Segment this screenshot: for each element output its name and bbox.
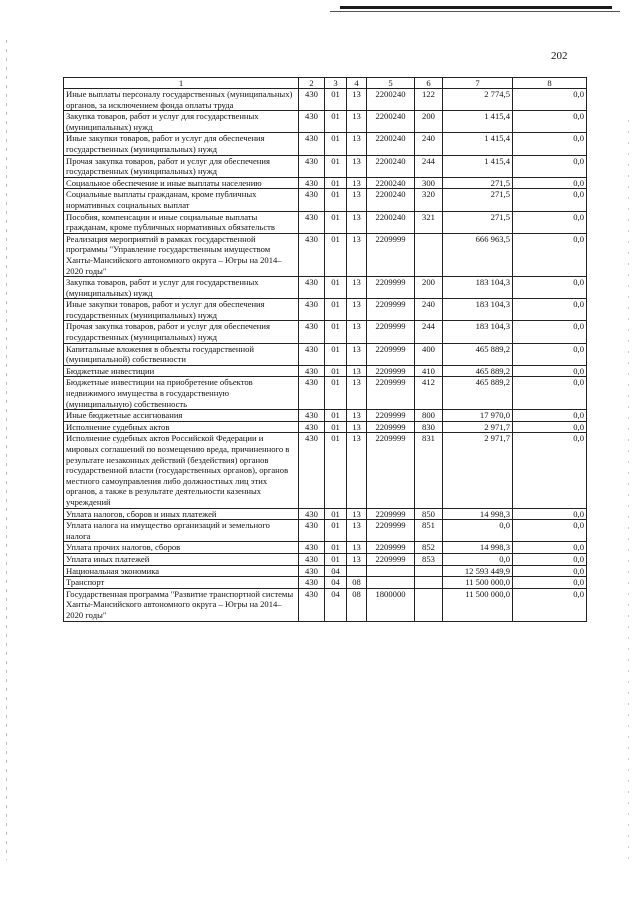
cell-expense-type: 244: [415, 321, 443, 343]
column-header: 5: [367, 78, 415, 89]
cell-target: 2209999: [367, 410, 415, 422]
table-header-row: [64, 78, 587, 89]
page-number: 202: [551, 50, 568, 62]
cell-section: 01: [325, 343, 347, 365]
cell-section: 01: [325, 89, 347, 111]
cell-sum: 14 998,3: [443, 508, 513, 520]
table-row: [64, 565, 587, 577]
cell-ministry: 430: [299, 588, 325, 621]
cell-ministry: 430: [299, 189, 325, 211]
scan-edge-right: [628, 120, 629, 860]
cell-sum-2: 0,0: [513, 111, 587, 133]
cell-section: 01: [325, 542, 347, 554]
cell-ministry: 430: [299, 321, 325, 343]
table-row: [64, 410, 587, 422]
cell-subsection: 13: [347, 177, 367, 189]
cell-sum-2: 0,0: [513, 299, 587, 321]
cell-sum: 183 104,3: [443, 321, 513, 343]
table-row: [64, 111, 587, 133]
cell-subsection: 13: [347, 421, 367, 433]
cell-expense-type: 320: [415, 189, 443, 211]
cell-name: Бюджетные инвестиции на приобретение объектов недвижимого имущества в государственную (муниципальную) собственность: [64, 377, 299, 410]
cell-expense-type: 830: [415, 421, 443, 433]
cell-ministry: 430: [299, 111, 325, 133]
cell-expense-type: 122: [415, 89, 443, 111]
cell-sum-2: 0,0: [513, 542, 587, 554]
cell-section: 01: [325, 433, 347, 508]
cell-section: 01: [325, 553, 347, 565]
cell-name: Иные закупки товаров, работ и услуг для обеспечения государственных (муниципальных) нужд: [64, 299, 299, 321]
cell-sum: 2 971,7: [443, 421, 513, 433]
cell-section: 01: [325, 111, 347, 133]
cell-ministry: 430: [299, 553, 325, 565]
cell-sum: 183 104,3: [443, 299, 513, 321]
cell-ministry: 430: [299, 343, 325, 365]
cell-subsection: 13: [347, 377, 367, 410]
column-header: 8: [513, 78, 587, 89]
cell-ministry: 430: [299, 89, 325, 111]
cell-name: Социальные выплаты гражданам, кроме публичных нормативных социальных выплат: [64, 189, 299, 211]
cell-section: 01: [325, 211, 347, 233]
column-header: 1: [64, 78, 299, 89]
cell-expense-type: 800: [415, 410, 443, 422]
cell-subsection: [347, 565, 367, 577]
cell-sum-2: 0,0: [513, 508, 587, 520]
cell-target: 2209999: [367, 542, 415, 554]
cell-target: 2209999: [367, 321, 415, 343]
cell-expense-type: [415, 233, 443, 276]
cell-sum: 12 593 449,9: [443, 565, 513, 577]
cell-subsection: 13: [347, 277, 367, 299]
cell-subsection: 13: [347, 89, 367, 111]
cell-subsection: 13: [347, 155, 367, 177]
cell-target: 2209999: [367, 421, 415, 433]
cell-target: 2209999: [367, 553, 415, 565]
cell-sum: 465 889,2: [443, 365, 513, 377]
cell-section: 01: [325, 277, 347, 299]
cell-sum-2: 0,0: [513, 565, 587, 577]
cell-ministry: 430: [299, 520, 325, 542]
cell-subsection: 13: [347, 343, 367, 365]
cell-ministry: 430: [299, 155, 325, 177]
cell-sum: 11 500 000,0: [443, 588, 513, 621]
table-row: [64, 433, 587, 508]
cell-subsection: 08: [347, 588, 367, 621]
cell-name: Закупка товаров, работ и услуг для государственных (муниципальных) нужд: [64, 277, 299, 299]
cell-sum: 271,5: [443, 177, 513, 189]
cell-sum-2: 0,0: [513, 211, 587, 233]
cell-subsection: 13: [347, 542, 367, 554]
cell-sum: 0,0: [443, 553, 513, 565]
table-row: [64, 189, 587, 211]
cell-ministry: 430: [299, 542, 325, 554]
cell-subsection: 13: [347, 189, 367, 211]
cell-expense-type: 240: [415, 133, 443, 155]
cell-section: 04: [325, 565, 347, 577]
cell-name: Пособия, компенсации и иные социальные выплаты гражданам, кроме публичных нормативных обязательств: [64, 211, 299, 233]
table-row: [64, 277, 587, 299]
cell-sum-2: 0,0: [513, 133, 587, 155]
cell-sum-2: 0,0: [513, 553, 587, 565]
cell-subsection: 13: [347, 410, 367, 422]
cell-target: 2209999: [367, 233, 415, 276]
cell-sum: 2 971,7: [443, 433, 513, 508]
cell-section: 01: [325, 189, 347, 211]
cell-target: 2209999: [367, 343, 415, 365]
table-row: [64, 133, 587, 155]
cell-section: 01: [325, 520, 347, 542]
cell-section: 01: [325, 508, 347, 520]
cell-subsection: 13: [347, 211, 367, 233]
cell-expense-type: 244: [415, 155, 443, 177]
cell-expense-type: 321: [415, 211, 443, 233]
cell-sum-2: 0,0: [513, 177, 587, 189]
table-row: [64, 542, 587, 554]
cell-expense-type: 853: [415, 553, 443, 565]
cell-expense-type: 852: [415, 542, 443, 554]
cell-sum-2: 0,0: [513, 588, 587, 621]
cell-target: 2209999: [367, 365, 415, 377]
cell-target: 1800000: [367, 588, 415, 621]
table-row: [64, 343, 587, 365]
cell-name: Бюджетные инвестиции: [64, 365, 299, 377]
cell-name: Уплата прочих налогов, сборов: [64, 542, 299, 554]
cell-sum: 1 415,4: [443, 111, 513, 133]
cell-sum: 465 889,2: [443, 343, 513, 365]
cell-name: Государственная программа "Развитие транспортной системы Ханты-Мансийского автономного округа – Югры на 2014–2020 годы": [64, 588, 299, 621]
cell-section: 01: [325, 321, 347, 343]
cell-expense-type: 300: [415, 177, 443, 189]
header-rule: [340, 6, 612, 9]
cell-subsection: 13: [347, 433, 367, 508]
cell-target: [367, 577, 415, 589]
cell-sum: 465 889,2: [443, 377, 513, 410]
cell-target: 2209999: [367, 377, 415, 410]
cell-subsection: 08: [347, 577, 367, 589]
cell-name: Иные бюджетные ассигнования: [64, 410, 299, 422]
table-row: [64, 321, 587, 343]
cell-target: 2200240: [367, 89, 415, 111]
cell-target: 2200240: [367, 189, 415, 211]
cell-sum: 271,5: [443, 211, 513, 233]
budget-table: [63, 77, 587, 622]
cell-expense-type: 410: [415, 365, 443, 377]
cell-name: Национальная экономика: [64, 565, 299, 577]
cell-section: 01: [325, 155, 347, 177]
column-header: 4: [347, 78, 367, 89]
cell-sum: 0,0: [443, 520, 513, 542]
cell-expense-type: 200: [415, 277, 443, 299]
table-row: [64, 89, 587, 111]
cell-target: 2200240: [367, 211, 415, 233]
table-row: [64, 365, 587, 377]
column-header: 3: [325, 78, 347, 89]
cell-name: Прочая закупка товаров, работ и услуг для обеспечения государственных (муниципальных) нужд: [64, 321, 299, 343]
cell-section: 01: [325, 133, 347, 155]
cell-sum: 271,5: [443, 189, 513, 211]
cell-target: 2200240: [367, 133, 415, 155]
cell-sum: 2 774,5: [443, 89, 513, 111]
cell-subsection: 13: [347, 111, 367, 133]
cell-sum-2: 0,0: [513, 365, 587, 377]
column-header: 6: [415, 78, 443, 89]
table-row: [64, 508, 587, 520]
cell-target: 2209999: [367, 277, 415, 299]
cell-expense-type: [415, 565, 443, 577]
cell-sum-2: 0,0: [513, 577, 587, 589]
cell-name: Исполнение судебных актов Российской Федерации и мировых соглашений по возмещению вреда, причиненного в результате незаконных действий (бездействия) органов государственной власти (государственных органов), органов местного самоуправления либо должностных лиц этих органов, а также в результате деятельности казенных учреждений: [64, 433, 299, 508]
cell-sum-2: 0,0: [513, 321, 587, 343]
cell-subsection: 13: [347, 508, 367, 520]
table-row: [64, 421, 587, 433]
cell-ministry: 430: [299, 377, 325, 410]
cell-name: Уплата иных платежей: [64, 553, 299, 565]
cell-ministry: 430: [299, 365, 325, 377]
cell-subsection: 13: [347, 299, 367, 321]
cell-subsection: 13: [347, 520, 367, 542]
cell-ministry: 430: [299, 421, 325, 433]
cell-name: Реализация мероприятий в рамках государственной программы "Управление государственным имуществом Ханты-Мансийского автономного округа – Югры на 2014–2020 годы": [64, 233, 299, 276]
cell-target: 2200240: [367, 155, 415, 177]
cell-name: Иные выплаты персоналу государственных (муниципальных) органов, за исключением фонда оплаты труда: [64, 89, 299, 111]
cell-target: 2209999: [367, 508, 415, 520]
cell-section: 01: [325, 410, 347, 422]
cell-sum-2: 0,0: [513, 277, 587, 299]
cell-target: 2200240: [367, 177, 415, 189]
table-row: [64, 177, 587, 189]
cell-target: 2209999: [367, 299, 415, 321]
cell-section: 01: [325, 365, 347, 377]
cell-ministry: 430: [299, 299, 325, 321]
cell-sum-2: 0,0: [513, 433, 587, 508]
cell-sum: 14 998,3: [443, 542, 513, 554]
table-row: [64, 299, 587, 321]
cell-sum: 11 500 000,0: [443, 577, 513, 589]
cell-sum-2: 0,0: [513, 233, 587, 276]
cell-sum-2: 0,0: [513, 377, 587, 410]
cell-sum-2: 0,0: [513, 421, 587, 433]
table-row: [64, 577, 587, 589]
cell-ministry: 430: [299, 577, 325, 589]
cell-name: Закупка товаров, работ и услуг для государственных (муниципальных) нужд: [64, 111, 299, 133]
cell-target: 2209999: [367, 520, 415, 542]
cell-name: Капитальные вложения в объекты государственной (муниципальной) собственности: [64, 343, 299, 365]
cell-expense-type: 831: [415, 433, 443, 508]
table-row: [64, 155, 587, 177]
cell-sum-2: 0,0: [513, 343, 587, 365]
cell-sum: 17 970,0: [443, 410, 513, 422]
table-row: [64, 233, 587, 276]
column-header: 2: [299, 78, 325, 89]
cell-section: 04: [325, 588, 347, 621]
cell-ministry: 430: [299, 277, 325, 299]
cell-sum: 1 415,4: [443, 155, 513, 177]
cell-sum-2: 0,0: [513, 89, 587, 111]
cell-section: 01: [325, 233, 347, 276]
cell-expense-type: 850: [415, 508, 443, 520]
table-row: [64, 377, 587, 410]
cell-section: 01: [325, 421, 347, 433]
cell-sum-2: 0,0: [513, 155, 587, 177]
cell-name: Прочая закупка товаров, работ и услуг для обеспечения государственных (муниципальных) нужд: [64, 155, 299, 177]
cell-target: 2200240: [367, 111, 415, 133]
cell-target: [367, 565, 415, 577]
cell-sum-2: 0,0: [513, 189, 587, 211]
cell-name: Уплата налога на имущество организаций и земельного налога: [64, 520, 299, 542]
cell-expense-type: 851: [415, 520, 443, 542]
cell-subsection: 13: [347, 233, 367, 276]
cell-expense-type: 400: [415, 343, 443, 365]
cell-ministry: 430: [299, 410, 325, 422]
cell-sum: 183 104,3: [443, 277, 513, 299]
cell-section: 01: [325, 177, 347, 189]
cell-ministry: 430: [299, 233, 325, 276]
cell-ministry: 430: [299, 508, 325, 520]
cell-expense-type: [415, 577, 443, 589]
cell-sum: 1 415,4: [443, 133, 513, 155]
cell-ministry: 430: [299, 433, 325, 508]
cell-section: 01: [325, 299, 347, 321]
cell-name: Уплата налогов, сборов и иных платежей: [64, 508, 299, 520]
table-row: [64, 588, 587, 621]
header-rule-thin: [330, 11, 620, 12]
cell-expense-type: 240: [415, 299, 443, 321]
cell-ministry: 430: [299, 211, 325, 233]
cell-ministry: 430: [299, 133, 325, 155]
column-header: 7: [443, 78, 513, 89]
cell-subsection: 13: [347, 553, 367, 565]
cell-section: 01: [325, 377, 347, 410]
cell-sum-2: 0,0: [513, 520, 587, 542]
cell-expense-type: 200: [415, 111, 443, 133]
cell-sum: 666 963,5: [443, 233, 513, 276]
cell-target: 2209999: [367, 433, 415, 508]
table-row: [64, 211, 587, 233]
scan-edge-left: [6, 40, 7, 860]
cell-section: 04: [325, 577, 347, 589]
cell-name: Исполнение судебных актов: [64, 421, 299, 433]
cell-name: Социальное обеспечение и иные выплаты населению: [64, 177, 299, 189]
table-row: [64, 553, 587, 565]
cell-sum-2: 0,0: [513, 410, 587, 422]
cell-expense-type: 412: [415, 377, 443, 410]
cell-name: Транспорт: [64, 577, 299, 589]
cell-subsection: 13: [347, 133, 367, 155]
table-body: [64, 89, 587, 622]
cell-subsection: 13: [347, 365, 367, 377]
cell-name: Иные закупки товаров, работ и услуг для обеспечения государственных (муниципальных) нужд: [64, 133, 299, 155]
table-row: [64, 520, 587, 542]
cell-expense-type: [415, 588, 443, 621]
cell-ministry: 430: [299, 565, 325, 577]
cell-subsection: 13: [347, 321, 367, 343]
cell-ministry: 430: [299, 177, 325, 189]
